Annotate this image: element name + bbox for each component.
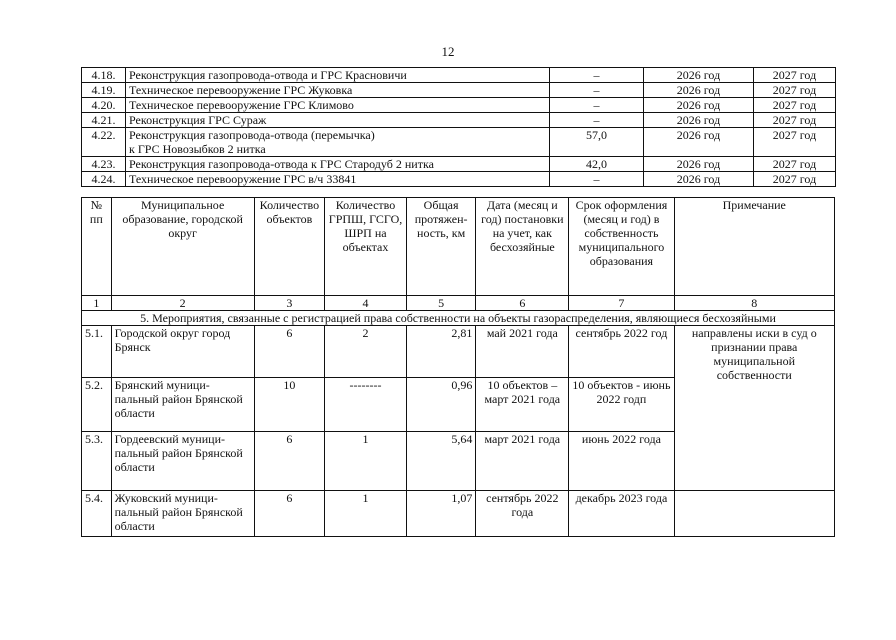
row-object-count: 6 [254, 491, 324, 537]
row-registration-date: сентябрь 2022 года [476, 491, 569, 537]
row-start: 2026 год [644, 128, 754, 157]
column-number: 7 [569, 296, 674, 311]
table-row [82, 83, 836, 98]
row-number: 4.20. [82, 98, 126, 113]
row-length: – [550, 83, 644, 98]
row-name: Реконструкция газопровода-отвода и ГРС Красновичи [126, 68, 550, 83]
row-registration-date: март 2021 года [476, 432, 569, 491]
row-length: – [550, 172, 644, 187]
row-grp-count: -------- [325, 378, 407, 432]
row-municipality: Жуковский муници-пальный район Брянской области [111, 491, 254, 537]
row-name-line2: к ГРС Новозыбков 2 нитка [129, 142, 266, 156]
row-number: 4.22. [82, 128, 126, 157]
row-name [126, 128, 550, 157]
row-start: 2026 год [644, 98, 754, 113]
table-row [82, 326, 835, 378]
row-start: 2026 год [644, 83, 754, 98]
header-number: № пп [82, 198, 112, 296]
column-number: 2 [111, 296, 254, 311]
row-number: 5.1. [82, 326, 112, 378]
table-row [82, 491, 835, 537]
row-end: 2027 год [754, 113, 836, 128]
row-length: 57,0 [550, 128, 644, 157]
row-ownership-term: 10 объектов - июнь 2022 годп [569, 378, 674, 432]
row-end: 2027 год [754, 172, 836, 187]
header-municipality: Муниципальное образование, городской округ [111, 198, 254, 296]
section-row [82, 311, 835, 326]
row-ownership-term: сентябрь 2022 год [569, 326, 674, 378]
row-grp-count: 1 [325, 432, 407, 491]
header-registration-date: Дата (месяц и год) постановки на учет, как бесхозяйные [476, 198, 569, 296]
row-ownership-term: декабрь 2023 года [569, 491, 674, 537]
column-numbers-row [82, 296, 835, 311]
row-length: – [550, 98, 644, 113]
row-end: 2027 год [754, 157, 836, 172]
row-number: 5.2. [82, 378, 112, 432]
row-start: 2026 год [644, 113, 754, 128]
row-length: 5,64 [406, 432, 475, 491]
top-table [81, 67, 836, 187]
column-number: 8 [674, 296, 834, 311]
row-length: – [550, 68, 644, 83]
row-ownership-term: июнь 2022 года [569, 432, 674, 491]
row-start: 2026 год [644, 68, 754, 83]
table-row [82, 113, 836, 128]
row-registration-date: май 2021 года [476, 326, 569, 378]
row-municipality: Брянский муници-пальный район Брянской области [111, 378, 254, 432]
header-grp-count: Количество ГРПШ, ГСГО, ШРП на объектах [325, 198, 407, 296]
header-row [82, 198, 835, 296]
header-object-count: Количество объектов [254, 198, 324, 296]
row-name: Техническое перевооружение ГРС Жуковка [126, 83, 550, 98]
table-row [82, 128, 836, 157]
section-title: 5. Мероприятия, связанные с регистрацией права собственности на объекты газораспределения, являющиеся бесхозяйными [82, 311, 835, 326]
table-row [82, 172, 836, 187]
row-name: Техническое перевооружение ГРС Климово [126, 98, 550, 113]
row-length: 1,07 [406, 491, 475, 537]
row-name: Реконструкция газопровода-отвода к ГРС Стародуб 2 нитка [126, 157, 550, 172]
column-number: 4 [325, 296, 407, 311]
page-number: 12 [441, 44, 455, 59]
row-number: 4.23. [82, 157, 126, 172]
row-object-count: 6 [254, 326, 324, 378]
row-name: Техническое перевооружение ГРС в/ч 33841 [126, 172, 550, 187]
table-row [82, 68, 836, 83]
row-length: 42,0 [550, 157, 644, 172]
row-number: 5.3. [82, 432, 112, 491]
row-municipality: Городской округ город Брянск [111, 326, 254, 378]
row-number: 5.4. [82, 491, 112, 537]
row-registration-date: 10 объектов – март 2021 года [476, 378, 569, 432]
column-number: 5 [406, 296, 475, 311]
column-number: 3 [254, 296, 324, 311]
row-note-empty [674, 491, 834, 537]
header-ownership-term: Срок оформления (месяц и год) в собственность муниципального образования [569, 198, 674, 296]
row-number: 4.18. [82, 68, 126, 83]
row-object-count: 10 [254, 378, 324, 432]
row-number: 4.24. [82, 172, 126, 187]
row-start: 2026 год [644, 157, 754, 172]
row-length: – [550, 113, 644, 128]
row-end: 2027 год [754, 83, 836, 98]
row-number: 4.19. [82, 83, 126, 98]
row-number: 4.21. [82, 113, 126, 128]
header-length: Общая протяжен-ность, км [406, 198, 475, 296]
row-note: направлены иски в суд о признании права муниципальной собственности [674, 326, 834, 491]
row-name: Реконструкция ГРС Сураж [126, 113, 550, 128]
row-length: 0,96 [406, 378, 475, 432]
row-start: 2026 год [644, 172, 754, 187]
row-grp-count: 2 [325, 326, 407, 378]
row-end: 2027 год [754, 98, 836, 113]
row-end: 2027 год [754, 128, 836, 157]
row-object-count: 6 [254, 432, 324, 491]
row-length: 2,81 [406, 326, 475, 378]
row-end: 2027 год [754, 68, 836, 83]
main-table [81, 197, 835, 537]
row-municipality: Гордеевский муници-пальный район Брянской области [111, 432, 254, 491]
row-name-line1: Реконструкция газопровода-отвода (перемычка) [129, 128, 375, 142]
header-note: Примечание [674, 198, 834, 296]
row-grp-count: 1 [325, 491, 407, 537]
table-row [82, 98, 836, 113]
column-number: 1 [82, 296, 112, 311]
column-number: 6 [476, 296, 569, 311]
table-row [82, 157, 836, 172]
